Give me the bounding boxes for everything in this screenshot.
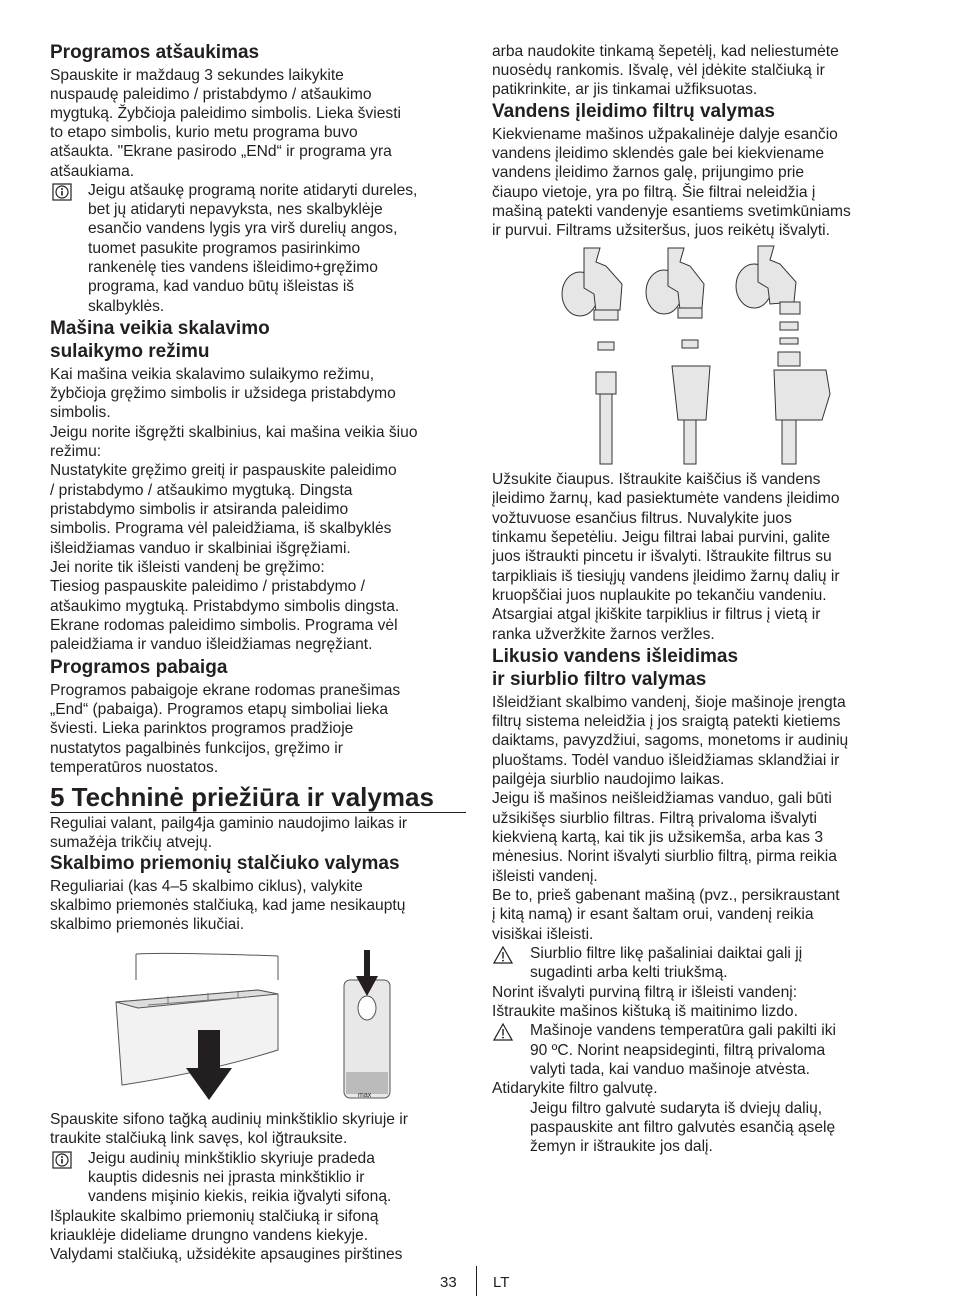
text-line: sumažėja trikčių atvejų. — [50, 834, 213, 851]
text-line: įleidimo žarnų, kad pasiektumėte vandens įleidimo — [492, 490, 840, 507]
text-line: patikrinkite, ar jis tinkamai užfiksuotas. — [492, 81, 758, 98]
text-line: žybčioja gręžimo simbolis ir užsidega pristabdymo — [50, 385, 396, 402]
warning-icon — [493, 1023, 513, 1041]
text-line: Kiekviename mašinos užpakalinėje dalyje esančio — [492, 126, 838, 143]
text-line: to etapo simbolis, kurio metu programa buvo — [50, 124, 358, 141]
text-line: kauptis didesnis nei įprasta minkštiklio ir — [88, 1169, 365, 1186]
heading-pump-2: ir siurblio filtro valymas — [492, 669, 707, 690]
text-line: vandens įleidimo žarnos galę, prijungimo prie — [492, 164, 805, 181]
section-title: 5 Techninė priežiūra ir valymas — [50, 784, 466, 813]
text-line: mėnesius. Norint išvalyti siurblio filtrą, pirma reikia — [492, 848, 837, 865]
text-line: mašiną patekti vandenyje esantiems svetimkūniams — [492, 203, 851, 220]
text-line: Kai mašina veikia skalavimo sulaikymo režimu, — [50, 366, 375, 383]
text-line: atšaukimo mygtuką. Pristabdymo simbolis dingsta. — [50, 598, 400, 615]
text-line: tinkamu šepetėliu. Jeigu filtrai labai purvini, galite — [492, 529, 831, 546]
tap-3 — [736, 246, 830, 464]
text-line: nuspaudę paleidimo / pristabdymo / atšaukimo — [50, 86, 372, 103]
info-icon — [52, 1151, 72, 1169]
text-line: Ekrane rodomas paleidimo simbolis. Programa vėl — [50, 617, 398, 634]
page-number: 33 — [440, 1274, 457, 1291]
text-line: Valydami stalčiuką, užsidėkite apsaugines pirštines — [50, 1246, 403, 1263]
text-line: į kitą namą) ir esant šaltam orui, vandenį reikia — [492, 906, 814, 923]
text-line: esančio vandens lygis yra virš durelių angos, — [88, 220, 398, 237]
text-line: simbolis. — [50, 404, 111, 421]
text-line: tuomet pasukite programos pasirinkimo — [88, 240, 361, 257]
text-line: Spauskite sifono tağką audinių minkštiklio skyriuje ir — [50, 1111, 408, 1128]
text-line: nuosėdų rankomis. Išvalę, vėl įdėkite stalčiuką ir — [492, 62, 825, 79]
text-line: Atidarykite filtro galvutę. — [492, 1080, 658, 1097]
text-line: atšaukta. "Ekrane pasirodo „ENd“ ir programa yra — [50, 143, 392, 160]
text-line: skalbyklės. — [88, 298, 165, 315]
text-line: arba naudokite tinkamą šepetėlį, kad neliestumėte — [492, 43, 839, 60]
text-line: išleidžiamas vanduo ir skalbiniai išgręžiami. — [50, 540, 351, 557]
text-line: Jei norite tik išleisti vandenį be gręžimo: — [50, 559, 325, 576]
text-line: Nustatykite gręžimo greitį ir paspauskite paleidimo — [50, 462, 397, 479]
info-icon — [52, 183, 72, 201]
dispenser-drawer-illustration — [108, 950, 408, 1102]
text-line: Išplaukite skalbimo priemonių stalčiuką ir sifoną — [50, 1208, 379, 1225]
max-label: max — [358, 1092, 372, 1099]
text-line: Jeigu norite išgręžti skalbinius, kai mašina veikia šiuo — [50, 424, 418, 441]
text-line: / pristabdymo / atšaukimo mygtuką. Dingsta — [50, 482, 353, 499]
text-line: kriauklėje dideliame drungno vandens kiekyje. — [50, 1227, 369, 1244]
text-line: kiekvieną kartą, kai tik jis užsikemša, arba kas 3 — [492, 829, 824, 846]
text-line: 90 ºC. Norint neapsideginti, filtrą privaloma — [530, 1042, 826, 1059]
text-line: Atsargiai atgal įkiškite tarpiklius ir filtrus į vietą ir — [492, 606, 821, 623]
heading-inlet-filters: Vandens įleidimo filtrų valymas — [492, 101, 775, 122]
text-line: Užsukite čiaupus. Ištraukite kaiščius iš vandens — [492, 471, 821, 488]
text-line: režimu: — [50, 443, 102, 460]
text-line: vandens įleidimo sklendės gale bei kiekviename — [492, 145, 824, 162]
text-line: Išleidžiant skalbimo vandenį, šioje mašinoje įrengta — [492, 694, 846, 711]
text-line: Jeigu filtro galvutė sudaryta iš dviejų dalių, — [530, 1100, 823, 1117]
text-line: mygtuką. Žybčioja paleidimo simbolis. Lieka šviesti — [50, 105, 401, 122]
text-line: ir purvui. Filtrams užsiteršus, juos reikėtų išvalyti. — [492, 222, 830, 239]
text-line: Reguliariai (kas 4–5 skalbimo ciklus), valykite — [50, 878, 363, 895]
footer-divider — [476, 1266, 477, 1296]
text-line: Reguliai valant, pailg4ja gaminio naudojimo laikas ir — [50, 815, 408, 832]
text-line: tarpikliais iš tiesiųjų vandens įleidimo žarnų dalių ir — [492, 568, 840, 585]
text-line: simbolis. Programa vėl paleidžiama, iš skalbyklės — [50, 520, 392, 537]
text-line: Jeigu audinių minkštiklio skyriuje pradeda — [88, 1150, 375, 1167]
text-line: išleisti vandenį. — [492, 868, 598, 885]
text-line: „End“ (pabaiga). Programos etapų simboliai lieka — [50, 701, 389, 718]
warning-icon — [493, 946, 513, 964]
text-line: bet jų atidaryti nepavyksta, nes skalbyklėje — [88, 201, 383, 218]
tap-filters-illustration — [554, 244, 834, 466]
text-line: nustatytos pagalbinės funkcijos, gręžimo ir — [50, 740, 343, 757]
text-line: užsikišęs siurblio filtras. Filtrą privaloma išvalyti — [492, 810, 817, 827]
text-line: kruopščiai juos nuplaukite po tekančiu vandeniu. — [492, 587, 827, 604]
heading-rinse-hold-2: sulaikymo režimu — [50, 341, 210, 362]
text-line: daiktams, pavyzdžiui, sagoms, monetoms ir audinių — [492, 732, 849, 749]
text-line: paspauskite ant filtro galvutės esančią ąselę — [530, 1119, 836, 1136]
text-line: programa, kad vanduo būtų išleistas iš — [88, 278, 355, 295]
text-line: Programos pabaigoje ekrane rodomas pranešimas — [50, 682, 401, 699]
text-line: šviesti. Lieka parinktos programos pradžioje — [50, 720, 354, 737]
text-line: filtrų sistema neleidžia į jos sraigtą patekti kietiems — [492, 713, 841, 730]
text-line: vandens mişinio kiekis, reikia iğvalyti sifoną. — [88, 1188, 392, 1205]
text-line: Ištraukite mašinos kištuką iš maitinimo lizdo. — [492, 1003, 798, 1020]
text-line: valyti tada, kai vanduo mašinoje atvėsta. — [530, 1061, 810, 1078]
heading-program-end: Programos pabaiga — [50, 657, 228, 678]
text-line: Siurblio filtre likę pašaliniai daiktai gali jį — [530, 945, 803, 962]
text-line: vožtuvuose esančius filtrus. Nuvalykite juos — [492, 510, 792, 527]
text-line: čiaupo vietoje, yra po filtrą. Šie filtrai neleidžia į — [492, 184, 816, 201]
text-line: traukite stalčiuką link savęs, kol iğtrauksite. — [50, 1130, 348, 1147]
text-line: temperatūros nuostatos. — [50, 759, 219, 776]
text-line: pailgėja siurblio naudojimo laikas. — [492, 771, 725, 788]
language-code: LT — [493, 1274, 510, 1291]
text-line: pluoštams. Todėl vanduo išleidžiamas sklandžiai ir — [492, 752, 840, 769]
text-line: Mašinoje vandens temperatūra gali pakilti iki — [530, 1022, 836, 1039]
text-line: atšaukiama. — [50, 163, 135, 180]
heading-rinse-hold-1: Mašina veikia skalavimo — [50, 318, 270, 339]
text-line: žemyn ir ištraukite jos dalį. — [530, 1138, 713, 1155]
text-line: skalbimo priemonės stalčiuką, kad jame nesikauptų — [50, 897, 406, 914]
text-line: pristabdymo simbolis ir atsiranda paleidimo — [50, 501, 349, 518]
text-line: ranka užveržkite žarnos veržles. — [492, 626, 715, 643]
text-line: skalbimo priemonės likučiai. — [50, 916, 245, 933]
text-line: rankenėlę ties vandens išleidimo+gręžimo — [88, 259, 378, 276]
text-line: Jeigu iš mašinos neišleidžiamas vanduo, gali būti — [492, 790, 832, 807]
text-line: Be to, prieš gabenant mašiną (pvz., persikraustant — [492, 887, 840, 904]
text-line: Tiesiog paspauskite paleidimo / pristabdymo / — [50, 578, 365, 595]
text-line: sugadinti arba kelti triukšmą. — [530, 964, 728, 981]
text-line: Jeigu atšaukę programą norite atidaryti dureles, — [88, 182, 418, 199]
heading-dispenser: Skalbimo priemonių stalčiuko valymas — [50, 853, 400, 874]
heading-pump-1: Likusio vandens išleidimas — [492, 646, 739, 667]
text-line: Spauskite ir maždaug 3 sekundes laikykite — [50, 67, 344, 84]
text-line: juos ištraukti pincetu ir išvalyti. Ištraukite filtrus su — [492, 548, 832, 565]
text-line: visiškai išleisti. — [492, 926, 594, 943]
tap-1 — [562, 248, 622, 464]
text-line: paleidžiama ir vanduo išleidžiamas negręžiant. — [50, 636, 373, 653]
text-line: Norint išvalyti purviną filtrą ir išleisti vandenį: — [492, 984, 798, 1001]
tap-2 — [646, 248, 710, 464]
heading-program-cancel: Programos atšaukimas — [50, 42, 260, 63]
